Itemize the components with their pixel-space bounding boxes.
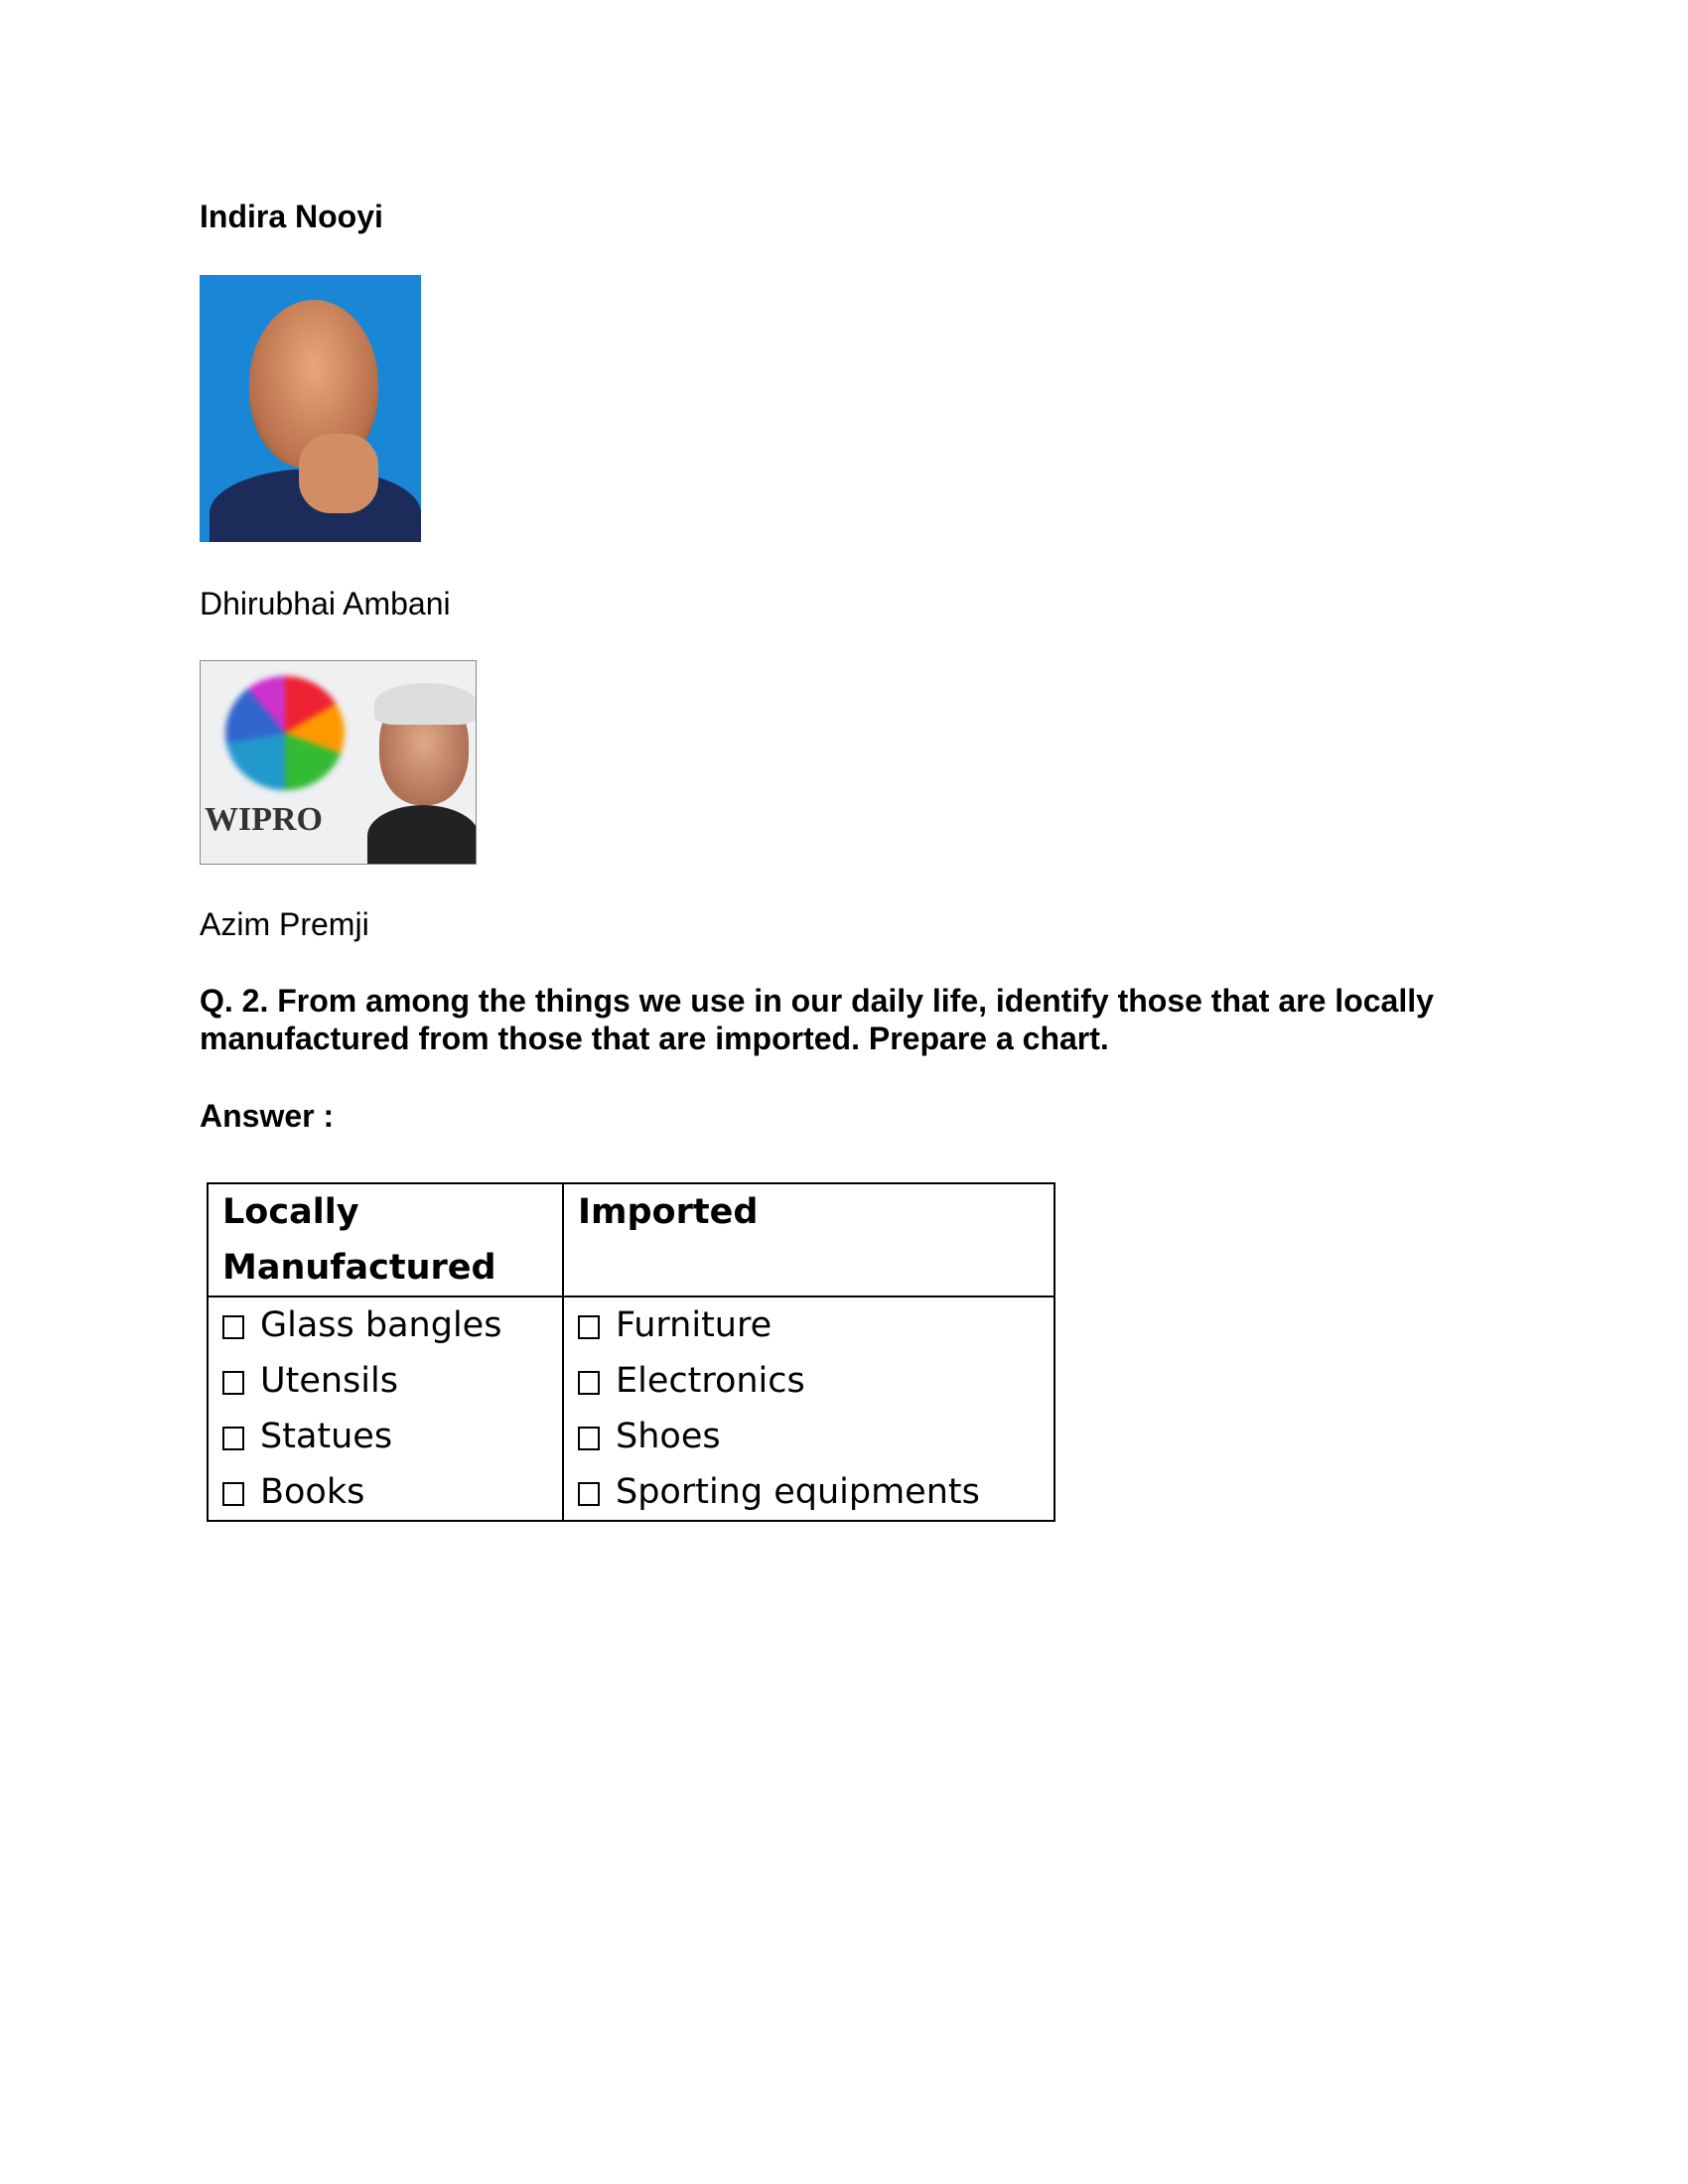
wipro-logo-icon <box>225 676 345 790</box>
photo-suit <box>367 805 477 865</box>
answer-label: Answer : <box>200 1098 335 1134</box>
photo-hair <box>374 683 477 725</box>
caption-azim-premji: Azim Premji <box>200 906 369 942</box>
header-locally-manufactured: Locally Manufactured <box>208 1183 563 1297</box>
checkbox-icon <box>222 1371 244 1395</box>
local-items-cell <box>208 1297 563 1521</box>
list-item <box>222 1464 548 1520</box>
item-label: Statues <box>260 1417 393 1456</box>
photo-azim-premji <box>200 660 477 865</box>
list-item <box>578 1464 1040 1520</box>
checkbox-icon <box>578 1482 600 1506</box>
imported-items-cell <box>563 1297 1055 1521</box>
list-item <box>578 1297 1040 1353</box>
checkbox-icon <box>222 1315 244 1339</box>
list-item <box>578 1409 1040 1464</box>
item-label: Books <box>260 1472 365 1512</box>
answer-chart-table <box>207 1182 1055 1522</box>
checkbox-icon <box>578 1427 600 1450</box>
list-item <box>222 1297 548 1353</box>
list-item <box>578 1353 1040 1409</box>
caption-dhirubhai-ambani: Dhirubhai Ambani <box>200 586 451 621</box>
question-line-2: manufactured from those that are imported. Prepare a chart. <box>200 1021 1109 1056</box>
item-label: Furniture <box>616 1305 773 1345</box>
checkbox-icon <box>578 1371 600 1395</box>
item-label: Sporting equipments <box>616 1472 980 1512</box>
checkbox-icon <box>222 1482 244 1506</box>
question-line-1: Q. 2. From among the things we use in our daily life, identify those that are locally <box>200 983 1434 1019</box>
item-label: Glass bangles <box>260 1305 502 1345</box>
header-imported: Imported <box>563 1183 1055 1297</box>
item-label: Utensils <box>260 1361 398 1401</box>
item-label: Shoes <box>616 1417 721 1456</box>
heading-indira-nooyi: Indira Nooyi <box>200 199 383 234</box>
checkbox-icon <box>222 1427 244 1450</box>
photo-dhirubhai-ambani <box>200 275 421 542</box>
checkbox-icon <box>578 1315 600 1339</box>
list-item <box>222 1409 548 1464</box>
photo-hand <box>299 434 378 513</box>
list-item <box>222 1353 548 1409</box>
wipro-logo-text: WIPRO <box>205 801 323 838</box>
item-label: Electronics <box>616 1361 805 1401</box>
